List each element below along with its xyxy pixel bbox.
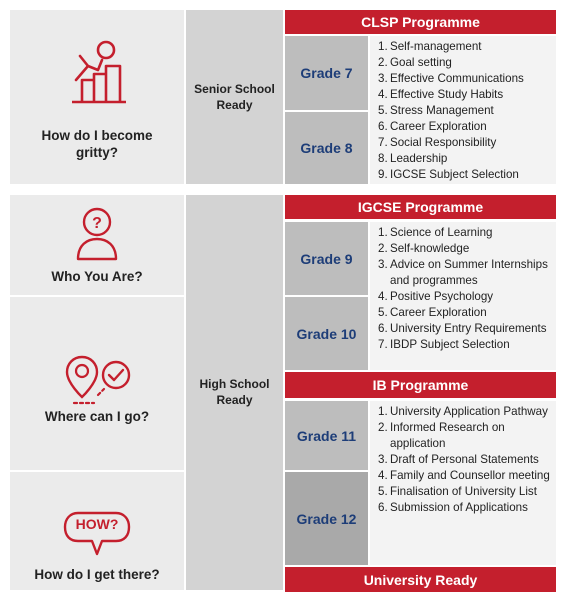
list-item: 3. Effective Communications [378,72,524,85]
how-do-i-get-there-panel [10,472,184,590]
list-item: 5. Finalisation of University List [378,485,537,498]
clsp-programme-header: CLSP Programme [285,10,556,34]
igcse-items [378,225,556,353]
grade-11: Grade 11 [285,401,368,470]
how-do-i-get-there-question: How do I get there? [34,567,160,582]
where-can-i-go-panel [10,297,184,470]
clsp-topic-list [370,36,556,184]
grade-10: Grade 10 [285,297,368,370]
gritty-question: How do I become gritty? [41,128,153,160]
list-item: 7. IBDP Subject Selection [378,338,510,351]
ib-programme-header: IB Programme [285,372,556,398]
university-ready-footer: University Ready [285,567,556,592]
clsp-items [378,39,556,183]
list-item: 8. Leadership [378,152,448,165]
list-item: 9. IGCSE Subject Selection [378,168,519,181]
list-item: 7. Social Responsibility [378,136,497,149]
location-check-icon [64,353,136,407]
list-item: 6. Submission of Applications [378,501,528,514]
gritty-climb-icon [64,36,134,106]
list-item: 1. Science of Learning [378,226,493,239]
how-bubble-text: HOW? [75,516,119,532]
list-item: 1. University Application Pathway [378,405,548,418]
igcse-programme-header: IGCSE Programme [285,195,556,219]
high-school-panel [186,195,283,590]
list-item: 3. Draft of Personal Statements [378,453,539,466]
igcse-topic-list [370,222,556,370]
where-can-i-go-question: Where can I go? [44,409,150,424]
grade-8: Grade 8 [285,112,368,184]
high-school-ready-label: High School Ready [199,377,270,407]
svg-text:?: ? [92,215,102,232]
list-item: 6. University Entry Requirements [378,322,547,335]
grade-12: Grade 12 [285,472,368,565]
list-item: 3. Advice on Summer Internships and programmes [378,258,548,287]
list-item: 1. Self-management [378,40,482,53]
person-question-icon [73,205,121,261]
who-you-are-question: Who You Are? [51,269,143,284]
list-item: 2. Goal setting [378,56,452,69]
senior-school-ready-label: Senior School Ready [194,82,275,112]
ib-topic-list [370,401,556,565]
list-item: 4. Effective Study Habits [378,88,504,101]
grade-9: Grade 9 [285,222,368,295]
list-item: 2. Self-knowledge [378,242,470,255]
list-item: 5. Stress Management [378,104,494,117]
how-speech-bubble-icon [62,510,132,558]
list-item: 4. Family and Counsellor meeting [378,469,550,482]
gritty-panel [10,10,184,184]
who-you-are-panel [10,195,184,295]
list-item: 2. Informed Research on application [378,421,505,450]
grade-7: Grade 7 [285,36,368,110]
list-item: 4. Positive Psychology [378,290,494,303]
list-item: 6. Career Exploration [378,120,487,133]
senior-school-panel [186,10,283,184]
ib-items [378,404,556,516]
list-item: 5. Career Exploration [378,306,487,319]
